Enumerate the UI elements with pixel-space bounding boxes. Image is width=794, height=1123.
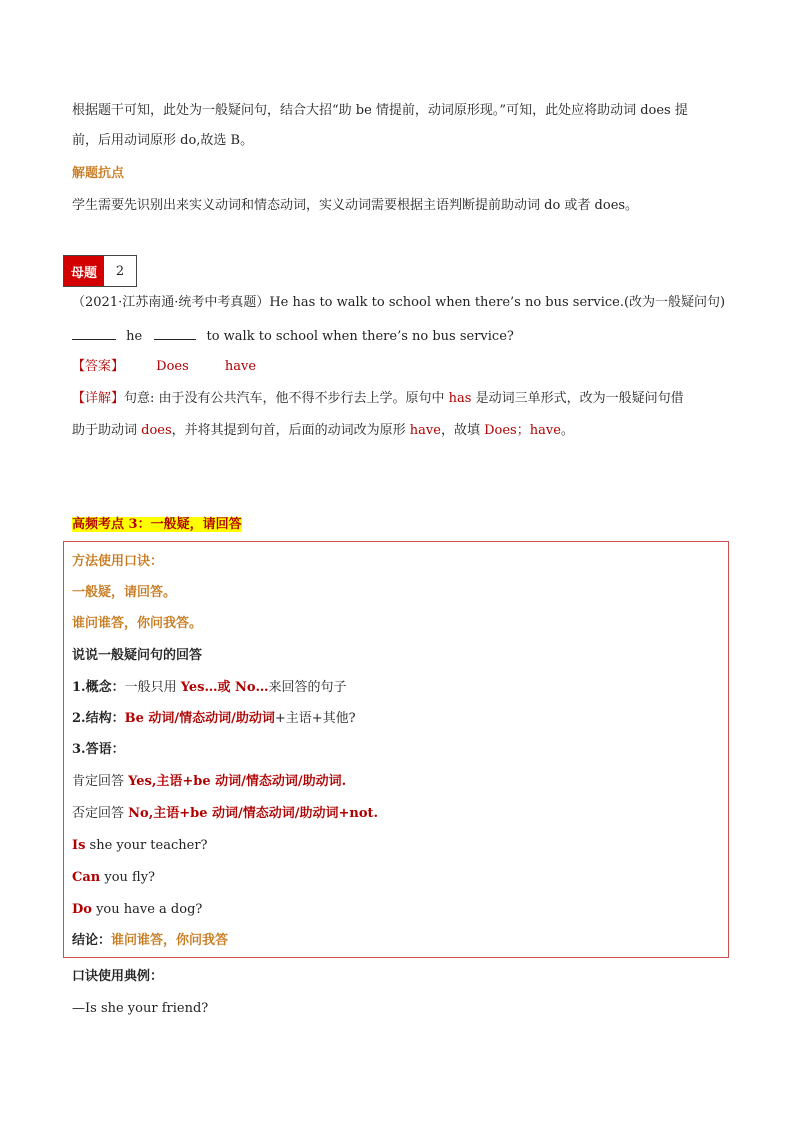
answer-1: Does [156,359,189,374]
box-example-2 [72,868,155,888]
section-heading-text: 高频考点 3：一般疑，请回答 [72,517,242,532]
fill-rest: to walk to school when there’s no bus service? [206,329,514,344]
concept-text-b: Yes…或 No… [180,680,269,695]
solve-point-heading: 解题抗点 [72,166,125,181]
structure-text-b: +主语+其他? [274,711,356,726]
concept-label: 1.概念： [72,680,125,695]
detail-line-2 [72,421,574,441]
detail-text-2c: ，并将其提到句首，后面的动词改为原形 [171,423,410,438]
answer-label: 【答案】 [72,359,125,374]
example-1-rest: she your teacher? [85,838,208,853]
box-method: 方法使用口诀： [72,554,164,569]
question-tag [63,255,137,287]
fill-blank-2 [154,325,196,340]
conclusion-text: 谁问谁答，你问我答 [111,933,229,948]
yes-text-a: 肯定回答 [72,774,129,789]
example-1-verb: Is [72,838,86,853]
fill-subject: he [126,329,143,344]
section-heading [72,515,242,535]
detail-does: does [141,423,172,438]
example-3-rest: you have a dog? [91,902,203,917]
question-source: （2021·江苏南通·统考中考真题）He has to walk to school when there’s no bus service.(改为一般疑问句) [72,295,726,310]
no-text-b: No,主语+be 动词/情态动词/助动词+not. [128,806,379,821]
box-conclusion [72,931,228,951]
detail-line-1 [72,389,684,409]
box-example-3 [72,900,202,920]
concept-text-c: 来回答的句子 [268,680,347,695]
example-3-verb: Do [72,902,92,917]
yes-text-b: Yes,主语+be 动词/情态动词/助动词. [128,774,347,789]
answer-2: have [224,359,257,374]
question-fill-line [72,325,514,347]
box-structure [72,709,356,729]
solve-point-text: 学生需要先识别出来实义动词和情态动词，实义动词需要根据主语判断提前助动词 do 或者 does。 [72,198,639,213]
box-no [72,804,378,824]
box-title: 说说一般疑问句的回答 [72,648,203,663]
detail-answers: Does；have [484,423,561,438]
box-reply-label: 3.答语： [72,742,125,757]
conclusion-label: 结论： [72,933,112,948]
question-tag-number: 2 [104,256,136,286]
detail-text-a: 句意: 由于没有公共汽车，他不得不步行去上学。原句中 [124,391,449,406]
detail-label: 【详解】 [72,391,125,406]
structure-label: 2.结构： [72,711,125,726]
box-yes [72,772,346,792]
example-2-rest: you fly? [100,870,156,885]
explanation-line-2: 前，后用动词原形 do,故选 B。 [72,133,254,148]
box-example-1 [72,836,208,856]
detail-text-2a: 助于助动词 [72,423,142,438]
example-2-verb: Can [72,870,101,885]
answer-line [72,357,256,377]
structure-text-a: Be 动词/情态动词/助动词 [124,711,275,726]
box-rhyme-2: 谁问谁答，你问我答。 [72,616,203,631]
usage-example-heading: 口诀使用典例： [72,969,164,984]
detail-have: have [409,423,441,438]
fill-blank-1 [72,325,116,340]
box-concept [72,678,347,698]
concept-text-a: 一般只用 [124,680,181,695]
question-tag-label: 母题 [64,256,104,286]
detail-text-2e: ，故填 [440,423,485,438]
usage-example-line: —Is she your friend? [72,1001,209,1016]
no-text-a: 否定回答 [72,806,129,821]
box-rhyme-1: 一般疑，请回答。 [72,585,177,600]
detail-text-2g: 。 [560,423,574,438]
detail-has: has [448,391,472,406]
explanation-line-1: 根据题干可知，此处为一般疑问句，结合大招“助 be 情提前，动词原形现。”可知，此处应将助动词 does 提 [72,103,688,118]
detail-text-c: 是动词三单形式，改为一般疑问句借 [471,391,684,406]
tips-box [63,541,729,958]
